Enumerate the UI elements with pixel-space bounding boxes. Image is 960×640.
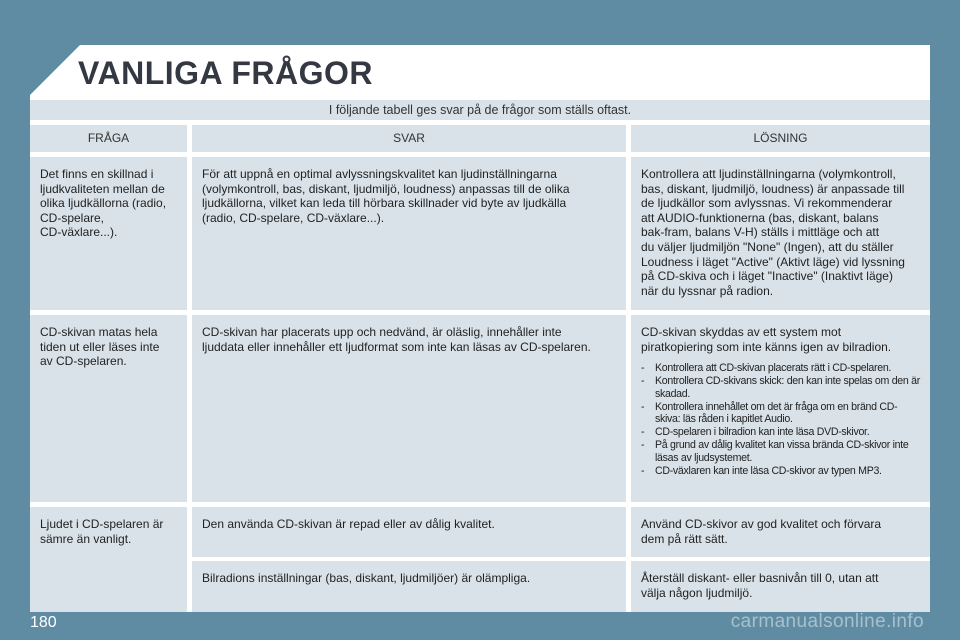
row3b-solution-cell bbox=[631, 561, 930, 612]
row3a-answer-cell bbox=[192, 507, 626, 557]
row2-solution-cell bbox=[631, 315, 930, 502]
list-item: - Kontrollera CD-skivans skick: den kan inte spelas om den är skadad. bbox=[641, 375, 922, 399]
row3b-solution-text: Återställ diskant- eller basnivån till 0, utan att välja någon ljudmiljö. bbox=[641, 571, 879, 600]
column-header-answer: SVAR bbox=[192, 125, 626, 152]
list-item: - Kontrollera att CD-skivan placerats rätt i CD-spelaren. bbox=[641, 362, 922, 374]
row2-solution-text: CD-skivan skyddas av ett system mot piratkopiering som inte känns igen av bilradion. bbox=[641, 325, 892, 354]
list-item: - På grund av dålig kvalitet kan vissa brända CD-skivor inte läsas av ljudsystemet. bbox=[641, 439, 922, 463]
row2-question-text: CD-skivan matas hela tiden ut eller läses inte av CD-spelaren. bbox=[40, 325, 160, 369]
watermark: carmanualsonline.info bbox=[730, 611, 924, 632]
row3b-answer-text: Bilradions inställningar (bas, diskant, ljudmiljöer) är olämpliga. bbox=[202, 571, 531, 585]
row3a-solution-cell bbox=[631, 507, 930, 557]
row2-answer-text: CD-skivan har placerats upp och nedvänd, är oläslig, innehåller inte ljuddata eller innehåller ett ljudformat som inte kan läsas av CD-spelaren. bbox=[202, 325, 591, 354]
row1-solution-cell bbox=[631, 157, 930, 310]
row2-question-cell bbox=[30, 315, 187, 502]
row1-answer-text: För att uppnå en optimal avlyssningskvalitet kan ljudinställningarna (volymkontroll, bas, diskant, ljudmiljö, loudness) anpassas till de olika ljudkällorna, vilket kan leda till hörbara skillnader vid byte av ljudkälla (radio, CD-spelare, CD-växlare...). bbox=[202, 167, 570, 225]
page-number: 180 bbox=[30, 614, 57, 631]
row3a-solution-text: Använd CD-skivor av god kvalitet och förvara dem på rätt sätt. bbox=[641, 517, 882, 546]
row3-question-cell bbox=[30, 507, 187, 612]
page-title: VANLIGA FRÅGOR bbox=[78, 55, 373, 91]
column-header-question: FRÅGA bbox=[30, 125, 187, 152]
row3b-answer-cell bbox=[192, 561, 626, 612]
list-item: - Kontrollera innehållet om det är fråga om en bränd CD-skiva: läs råden i kapitlet Audio. bbox=[641, 401, 922, 425]
row3-question-text: Ljudet i CD-spelaren är sämre än vanligt. bbox=[40, 517, 164, 546]
row2-answer-cell bbox=[192, 315, 626, 502]
list-item: - CD-spelaren i bilradion kan inte läsa DVD-skivor. bbox=[641, 426, 922, 438]
row1-answer-cell bbox=[192, 157, 626, 310]
row2-solution-list bbox=[641, 362, 922, 477]
column-header-solution: LÖSNING bbox=[631, 125, 930, 152]
intro-text: I följande tabell ges svar på de frågor som ställs oftast. bbox=[30, 100, 930, 120]
row1-solution-text: Kontrollera att ljudinställningarna (volymkontroll, bas, diskant, ljudmiljö, loudness) är anpassade till de ljudkällor som avlyssnas. Vi rekommenderar att AUDIO-funktionerna (bas, diskant, balans bak-fram, balans V-H) ställs i mittläge och att du väljer ljudmiljön "None" (Ingen), att du ställer Loudness i läget "Active" (Aktivt läge) vid lyssning på CD-skiva och i läget "Inactive" (Inaktivt läge) när du lyssnar på radion. bbox=[641, 167, 905, 298]
row1-question-cell bbox=[30, 157, 187, 310]
list-item: - CD-växlaren kan inte läsa CD-skivor av typen MP3. bbox=[641, 465, 922, 477]
row1-question-text: Det finns en skillnad i ljudkvaliteten mellan de olika ljudkällorna (radio, CD-spelare, CD-växlare...). bbox=[40, 167, 167, 240]
row3a-answer-text: Den använda CD-skivan är repad eller av dålig kvalitet. bbox=[202, 517, 495, 531]
